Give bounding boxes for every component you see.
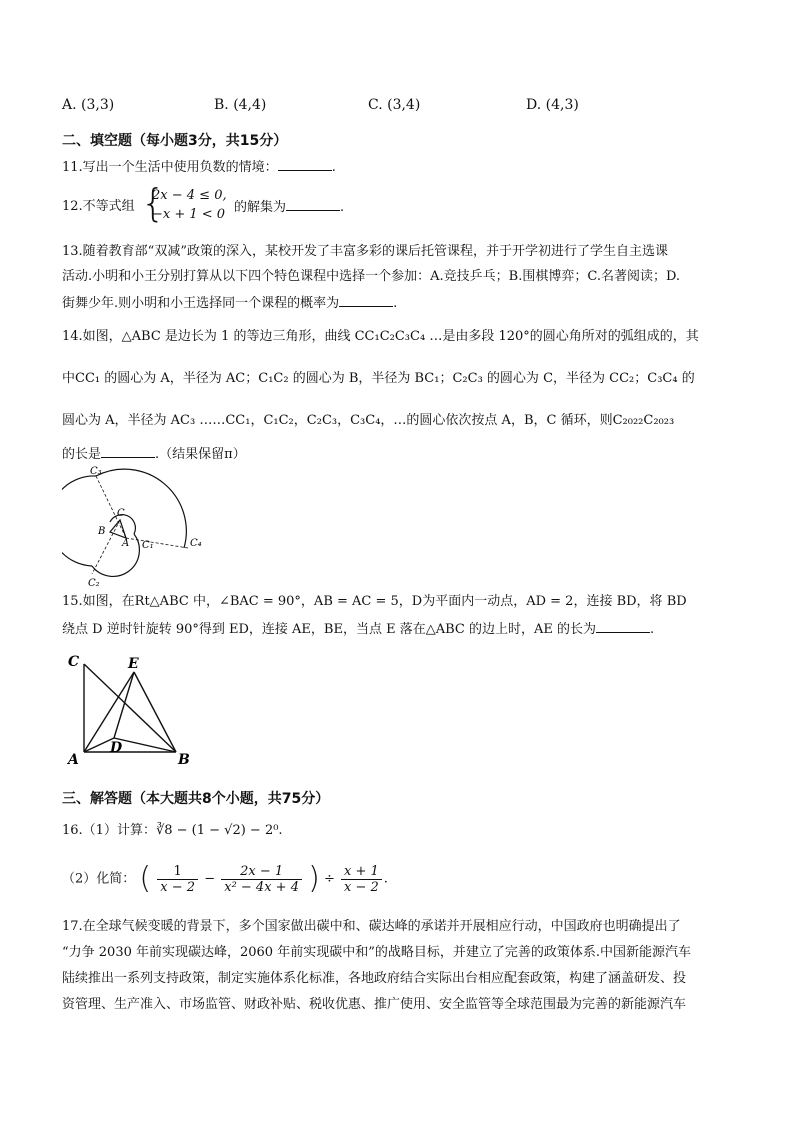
q13-line-3-text: 街舞少年.则小明和小王选择同一个课程的概率为: [62, 296, 340, 311]
figure-14-spiral: [62, 462, 222, 590]
q14-line-3e: C₃C₄，…的圆心依次按点 A，B，C 循环，则: [350, 413, 613, 428]
fraction-2-numerator: 2x − 1: [221, 864, 302, 880]
q11-text: 11.写出一个生活中使用负数的情境：: [62, 160, 278, 175]
segment-de: [114, 672, 134, 738]
q16-part-2: （2）化简： ( $\frac{1}{x - 2}$ − $\frac{2x - 1}{\text{x² − 4x + 4}}$ ) ÷ $\frac{x + 1}{x - 2}$ .: [62, 861, 388, 896]
fraction-1-denominator: x − 2: [160, 879, 196, 895]
label-c: C: [117, 508, 125, 519]
q15-line-2-text: 绕点 D 逆时针旋转 90°得到 ED，连接 AE，BE，当点 E 落在△ABC 的边上时，AE 的长为: [62, 622, 596, 637]
figure-15-triangles: [62, 650, 202, 770]
q12-prefix: 12.不等式组: [62, 199, 135, 214]
fraction-1: [157, 864, 198, 895]
label-c2: C₂: [88, 578, 100, 589]
q12-suffix: 的解集为: [234, 200, 287, 215]
label-c: C: [68, 654, 80, 670]
q14-line-2a: 中: [62, 371, 76, 386]
q16-part1-prefix: 16.（1）计算：: [62, 823, 156, 838]
minus-sign: −: [204, 871, 216, 887]
fraction-1-numerator: 1: [157, 864, 198, 880]
answer-blank: [286, 198, 340, 211]
system-brace: {: [141, 181, 166, 225]
segment-db: [114, 738, 176, 752]
q17-line-1: 17.在全球气候变暖的背景下，多个国家做出碳中和、碳达峰的承诺并开展相应行动，中国政府也明确提出了: [62, 919, 681, 934]
q14-line-2b: CC₁ 的圆心为 A，半径为 AC；: [75, 371, 259, 386]
inequality-1: 2x − 4 ≤ 0,: [152, 188, 227, 203]
section3-heading: 三、解答题（本大题共8个小题，共75分）: [62, 791, 330, 807]
q14-line-2: [62, 370, 695, 388]
q13-line-3: 街舞少年.则小明和小王选择同一个课程的概率为 .: [62, 296, 398, 311]
answer-blank: [101, 445, 155, 458]
label-d: D: [110, 740, 123, 756]
q14-line-3a: 圆心为 A，半径为 AC₃ ……: [62, 413, 226, 428]
q13-line-2: 活动.小明和小王分别打算从以下四个特色课程中选择一个参加：A.竞技乒乓；B.围棋博弈；C.名著阅读；D.: [62, 269, 681, 284]
label-b: B: [98, 526, 106, 537]
answer-blank: [278, 158, 332, 171]
q14-line-4-text: 的长是: [62, 447, 102, 462]
inequality-2: −x + 1 < 0: [152, 207, 226, 222]
arc-c1c2: [92, 534, 139, 576]
label-e: E: [128, 656, 139, 672]
fraction-3: [341, 864, 382, 895]
q13-line-1: 13.随着教育部“双减”政策的深入，某校开发了丰富多彩的课后托管课程，并于开学初进行了学生自主选课: [62, 244, 668, 259]
right-paren: ): [308, 861, 320, 896]
label-b: B: [178, 752, 190, 768]
q14-line-2c: C₁C₂ 的圆心为 B，半径为 BC₁；: [258, 371, 453, 386]
q16-part-1: [62, 822, 283, 840]
label-c1: C₁: [142, 540, 154, 551]
q14-line-2e: C₃C₄ 的: [647, 371, 695, 386]
question-11: 11.写出一个生活中使用负数的情境： .: [62, 160, 336, 175]
segment-eb: [134, 672, 176, 752]
q14-line-3c: C₁C₂，: [263, 413, 307, 428]
q14-line-3: [62, 412, 674, 430]
answer-blank: [339, 294, 393, 307]
q14-line-3d: C₂C₃，: [306, 413, 351, 428]
q16-part2-prefix: （2）化简：: [62, 871, 136, 887]
q15-line-2: 绕点 D 逆时针旋转 90°得到 ED，连接 AE，BE，当点 E 落在△ABC 的边上时，AE 的长为 .: [62, 622, 655, 637]
q14-line-3f: C₂₀₂₂C₂₀₂₃: [612, 413, 675, 428]
question-12: [62, 198, 135, 216]
arc-c2c3: [62, 476, 96, 566]
inequality-system: [152, 186, 227, 224]
option-a: A. (3,3): [62, 97, 115, 113]
q14-line-3b: CC₁，: [225, 413, 264, 428]
q17-line-2: “力争 2030 年前实现碳达峰，2060 年前实现碳中和”的战略目标，并建立了完善的政策体系.中国新能源汽车: [62, 945, 691, 960]
dashed-line-c4: [126, 538, 188, 548]
divide-sign: ÷: [323, 871, 335, 887]
q17-line-3: 陆续推出一系列支持政策，制定实施体系化标准，各地政府结合实际出台相应配套政策，构建了涵盖研发、投: [62, 971, 687, 986]
arc-c3c4: [96, 469, 186, 548]
label-a: A: [122, 538, 130, 549]
label-c4: C₄: [190, 538, 202, 549]
fraction-2: [221, 864, 302, 895]
q14-line-4b: .（结果保留π）: [155, 447, 246, 462]
option-c: C. (3,4): [368, 97, 421, 113]
fraction-3-numerator: x + 1: [341, 864, 382, 880]
q15-line-1: 15.如图，在Rt△ABC 中，∠BAC = 90°，AB = AC = 5，D为平面内一动点，AD = 2，连接 BD，将 BD: [62, 594, 687, 609]
q17-line-4: 资管理、生产准入、市场监管、财政补贴、税收优惠、推广使用、安全监管等全球范围最为完善的新能源汽车: [62, 997, 687, 1012]
left-paren: (: [139, 861, 152, 896]
answer-blank: [596, 620, 650, 633]
q12-tail: 的解集为 .: [234, 200, 345, 215]
q14-line-2d: C₂C₃ 的圆心为 C，半径为 CC₂；: [452, 371, 648, 386]
fraction-3-denominator: x − 2: [344, 879, 379, 895]
fraction-2-denominator: x² − 4x + 4: [224, 879, 299, 895]
q16-part1-expr: ∛8 − (1 − √2) − 2⁰.: [155, 823, 283, 838]
option-b: B. (4,4): [214, 97, 267, 113]
q14-line-1: 14.如图，△ABC 是边长为 1 的等边三角形，曲线 CC₁C₂C₃C₄ …是由多段 120°的圆心角所对的弧组成的，其: [62, 329, 699, 344]
dashed-line-c2: [92, 520, 120, 574]
label-c3: C₃: [90, 466, 102, 477]
option-d: D. (4,3): [526, 97, 579, 113]
label-a: A: [68, 752, 79, 768]
section2-heading: 二、填空题（每小题3分，共15分）: [62, 133, 288, 149]
